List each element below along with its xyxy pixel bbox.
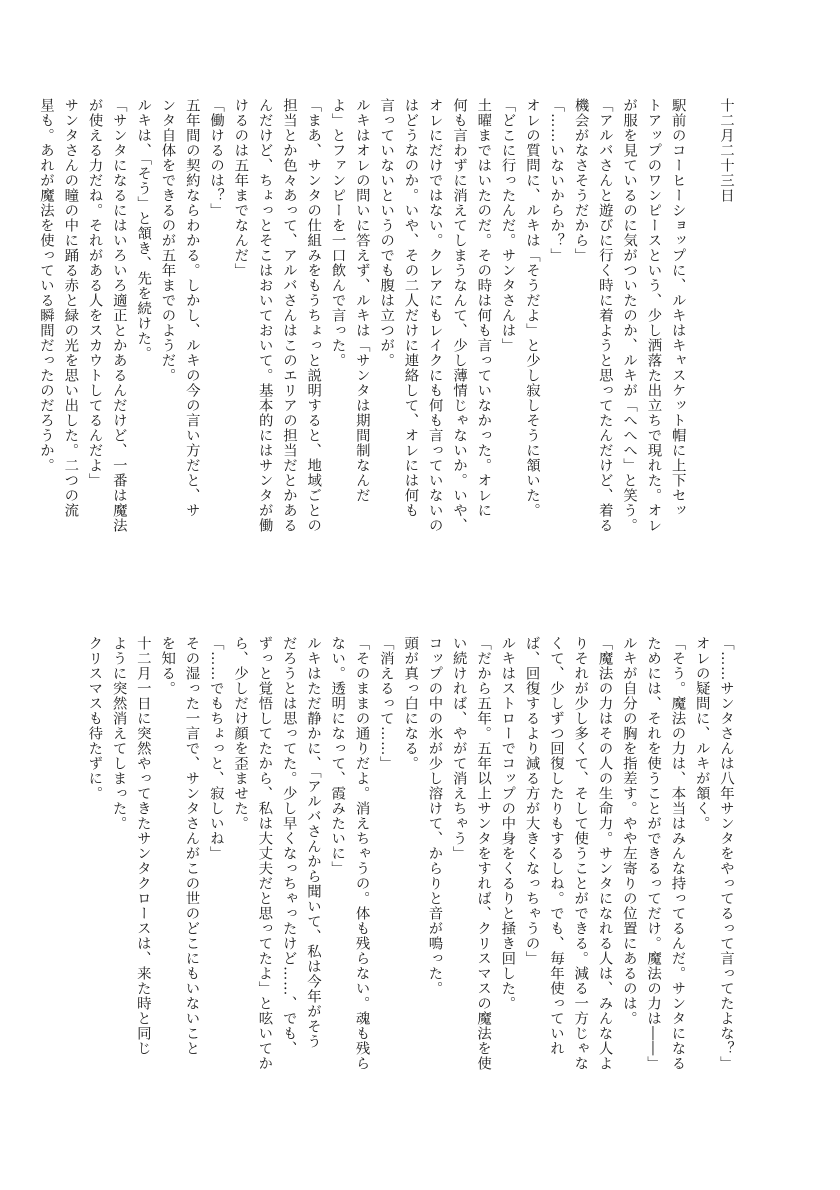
text-line: サンタさんの瞳の中に踊る赤と緑の光を思い出した。二つの流 (62, 98, 79, 518)
text-line: 「サンタになるにはいろいろ適正とかあるんだけど、一番は魔法 (110, 98, 127, 533)
text-line: 「どこに行ったんだ。サンタさんは」 (499, 98, 516, 353)
text-line: ルキはただ静かに、「アルバさんから聞いて、私は今年がそう (304, 636, 321, 1049)
text-line: 「そのままの通りだよ。消えちゃうの。体も残らない。魂も残ら (353, 636, 370, 1071)
text-line: ない。透明になって、霞みたいに」 (329, 636, 346, 876)
text-line: ように突然消えてしまった。 (110, 636, 127, 831)
text-line: 担当とか色々あって、アルバさんはこのエリアの担当だとかある (280, 98, 297, 533)
text-line: ルキはストローでコップの中身をくるりと掻き回した。 (499, 636, 516, 1011)
text-line: 「魔法の力はその人の生命力。サンタになれる人は、みんな人よ (596, 636, 613, 1071)
text-line: ば、回復するより減る方が大きくなっちゃうの」 (523, 636, 540, 966)
text-line: 星も。あれが魔法を使っている瞬間だったのだろうか。 (37, 98, 54, 473)
text-line: が使える力だね。それがある人をスカウトしてるんだよ」 (86, 98, 103, 488)
text-line: けるのは五年までなんだ」 (232, 98, 249, 278)
text-line: 機会がなさそうだから」 (572, 98, 589, 263)
text-line: よ」とファンピーを一口飲んで言った。 (329, 98, 346, 368)
text-line: 駅前のコーヒーショップに、ルキはキャスケット帽に上下セッ (669, 98, 686, 518)
text-line: だろうとは思ってた。少し早くなっちゃったけど……、でも、 (280, 636, 297, 1056)
text-line: コップの中の氷が少し溶けて、からりと音が鳴った。 (426, 636, 443, 996)
text-line: その湿った一言で、サンタさんがこの世のどこにもいないこと (183, 636, 200, 1056)
text-line: 十二月一日に突然やってきたサンタクロースは、来た時と同じ (134, 636, 151, 1056)
text-line: 何も言わずに消えてしまうなんて、少し薄情じゃないか。いや、 (451, 98, 468, 533)
text-line: ためには、それを使うことができるってだけ。魔法の力は――」 (645, 636, 662, 1071)
text-line: クリスマスも待たずに。 (86, 636, 103, 801)
lower-text-block (86, 636, 738, 1096)
text-line: ずっと覚悟してたから、私は大丈夫だと思ってたよ」と呟いてか (256, 636, 273, 1071)
text-line: オレにだけではない。クレアにもレイクにも何も言っていないの (426, 98, 443, 533)
text-line: オレの質問に、ルキは「そうだよ」と少し寂しそうに頷いた。 (523, 98, 540, 518)
text-line: 「消えるって……」 (377, 636, 394, 771)
upper-text-block (37, 98, 738, 558)
chapter-date-heading: 十二月二十三日 (718, 98, 734, 203)
text-line: 「そう。魔法の力は、本当はみんな持ってるんだ。サンタになる (669, 636, 686, 1071)
text-line: くて、少しずつ回復したりもするしね。でも、毎年使っていれ (547, 636, 564, 1056)
text-line: 「……でもちょっと、寂しいね」 (207, 636, 224, 861)
text-line: い続ければ、やがて消えちゃう」 (450, 636, 467, 861)
text-line: ルキが自分の胸を指差す。やや左寄りの位置にあるのは。 (620, 636, 637, 1026)
text-line: ら、少しだけ顔を歪ませた。 (232, 636, 249, 831)
text-line: 「だから五年。五年以上サンタをすれば、クリスマスの魔法を使 (475, 636, 492, 1071)
text-line: ルキは、「そう」と頷き、先を続けた。 (135, 98, 152, 361)
text-line: トアップのワンピースという、少し洒落た出立ちで現れた。オレ (645, 98, 662, 533)
text-line: 「まあ、サンタの仕組みをもうちょっと説明すると、地域ごとの (305, 98, 322, 533)
text-line: 土曜まではいたのだ。その時は何も言っていなかった。オレに (475, 98, 492, 518)
text-line: 言っていないというのでも腹は立つが。 (378, 98, 395, 368)
text-line: んだけど、ちょっとそこはおいておいて。基本的にはサンタが働 (256, 98, 273, 533)
text-line: 頭が真っ白になる。 (402, 636, 419, 771)
text-line: りそれが少し多くて、そして使うことができる。減る一方じゃな (572, 636, 589, 1071)
text-line: 「……サンタさんは八年サンタをやってるって言ってたよな？」 (718, 636, 734, 1071)
text-line: を知る。 (159, 636, 176, 696)
text-line: 五年間の契約ならわかる。しかし、ルキの今の言い方だと、サ (183, 98, 200, 518)
text-line: はどうなのか。いや、その二人だけに連絡して、オレには何も (402, 98, 419, 518)
text-line: ンタ自体をできるのが五年までのようだ。 (159, 98, 176, 383)
text-line: 「アルバさんと遊びに行く時に着ようと思ってたんだけど、着る (596, 98, 613, 533)
text-line: 「働けるのは？」 (208, 98, 225, 218)
text-line: 「……いないからか？」 (548, 98, 565, 263)
text-line: ルキはオレの問いに答えず、ルキは「サンタは期間制なんだ (353, 98, 370, 503)
text-line: オレの疑問に、ルキが頷く。 (693, 636, 710, 831)
text-line: が服を見ているのに気がついたのか、ルキが「へへへ」と笑う。 (621, 98, 638, 533)
